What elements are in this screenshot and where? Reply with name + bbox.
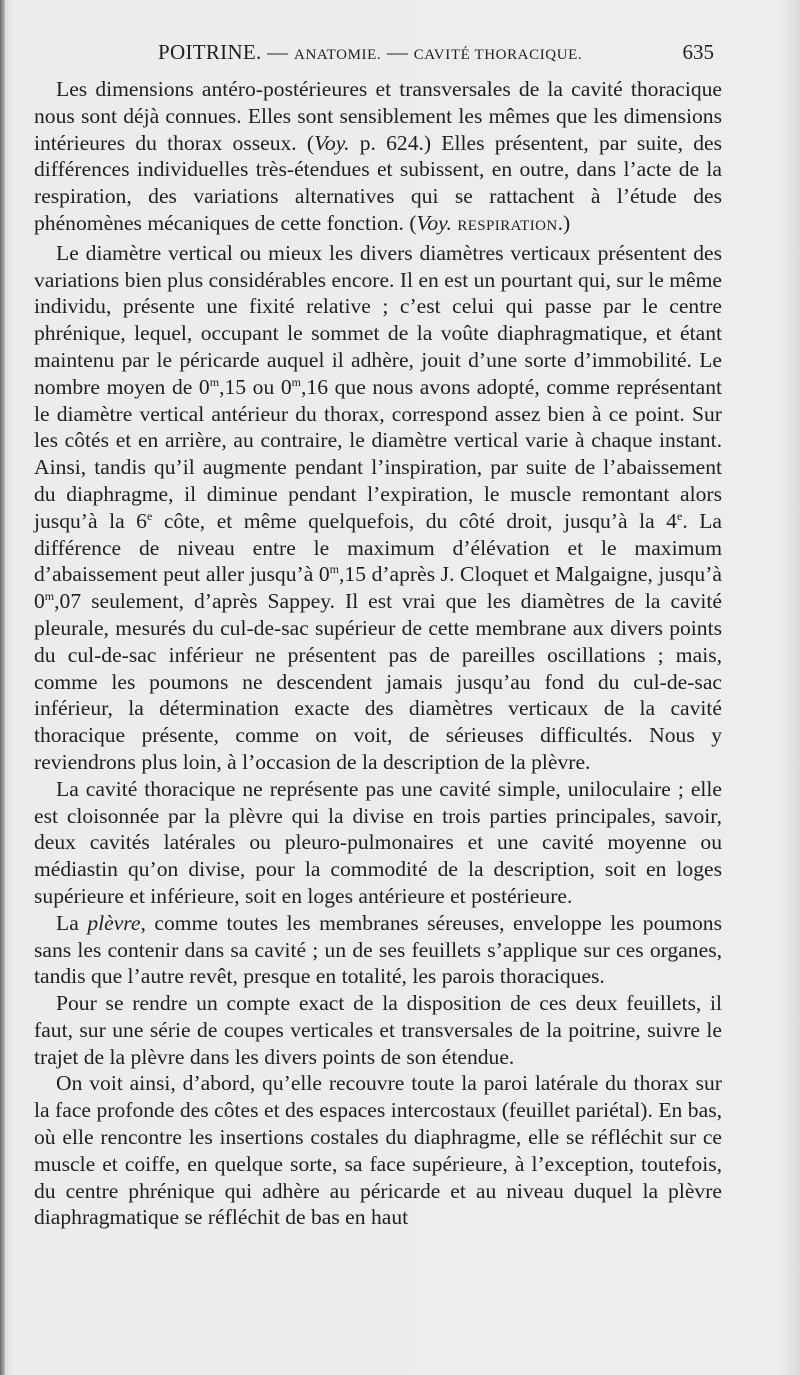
p1-respiration: RESPIRATION [457, 217, 558, 234]
p2-sup-m1: m [209, 374, 220, 389]
page-binding-edge [0, 0, 5, 1375]
page-body [34, 76, 722, 1231]
p2-sup-m2: m [291, 374, 302, 389]
p3-text: La cavité thoracique ne représente pas une cavité simple, uniloculaire ; elle est cloisonnée par la plèvre qui la divise en trois parties principales, savoir, deux cavités latérales ou pleuro-pulmonaires et une cavité moyenne ou médiastin qu’on divise, pour la commodité de la description, soit en loges supérieure et inférieure, soit en loges antérieure et postérieure. [34, 776, 722, 908]
p1-voy-1: Voy. [314, 130, 350, 155]
header-title-anatomie: ANATOMIE. [294, 47, 382, 63]
p2-text-c: ,16 que nous avons adopté, comme représentant le diamètre vertical antérieur du thorax, correspond assez bien à ce point. Sur les côtés et en arrière, au contraire, le diamètre vertical varie à chaque instant. Ainsi, tandis qu’il augmente pendant l’inspiration, par suite de l’abaissement du diaphragme, il diminue pendant l’expiration, le muscle remontant alors jusqu’à la 6 [34, 374, 723, 533]
header-dash-2: — [386, 40, 409, 64]
p1-text-b: p. 624.) Elles présentent, par suite, des différences individuelles très-étendues et subissent, en outre, dans l’acte de la respiration, des variations alternatives qui se rattachent à l’étude des phénomènes mécaniques de cette fonction. ( [34, 130, 722, 235]
p4-text: , comme toutes les membranes séreuses, enveloppe les poumons sans les contenir dans sa cavité ; un de ses feuillets s’applique sur ces organes, tandis que l’autre revêt, presque en totalité, les parois thoraciques. [34, 910, 722, 989]
p2-text-g: ,07 seulement, d’après Sappey. Il est vrai que les diamètres de la cavité pleurale, mesurés du cul-de-sac supérieur de cette membrane aux divers points du cul-de-sac inférieur ne présentent pas de pareilles oscillations ; mais, comme les poumons ne descendent jamais jusqu’au fond du cul-de-sac inférieur, la détermination exacte des diamètres verticaux de la cavité thoracique présente, comme on voit, de sérieuses difficultés. Nous y reviendrons plus loin, à l’occasion de la description de la plèvre. [34, 589, 722, 774]
p4-lead: La [56, 910, 88, 935]
p2-text-f: ,15 d’après J. Cloquet et Malgaigne, jusqu’à 0 [34, 562, 722, 614]
paragraph-1 [34, 76, 722, 240]
paragraph-4 [34, 910, 722, 990]
running-header [0, 40, 800, 76]
p1-end: .) [557, 210, 571, 235]
paragraph-5 [34, 990, 722, 1070]
header-title-cavite: CAVITÉ THORACIQUE. [413, 47, 583, 63]
p2-text-d: côte, et même quelquefois, du côté droit, jusqu’à la 4 [152, 508, 677, 533]
p5-text: Pour se rendre un compte exact de la disposition de ces deux feuillets, il faut, sur une série de coupes verticales et transversales de la poitrine, suivre le trajet de la plèvre dans les divers points de son étendue. [34, 991, 722, 1069]
p1-voy-2: Voy. [416, 210, 452, 235]
p2-sup-e1: e [146, 508, 153, 523]
p2-text-b: ,15 ou 0 [219, 374, 292, 399]
p2-sup-m4: m [44, 588, 55, 603]
p2-text-a: Le diamètre vertical ou mieux les divers diamètres verticaux présentent des variations bien plus considérables encore. Il en est un pourtant qui, sur le même individu, présente une fixité relative ; c’est celui qui passe par le centre phrénique, lequel, occupant le sommet de la voûte diaphragmatique, et étant maintenu par le péricarde auquel il adhère, jouit d’une sorte d’immobilité. Le nombre moyen de 0 [34, 240, 722, 399]
p4-plevre: plèvre [87, 910, 141, 935]
running-title [158, 40, 582, 65]
p2-text-e: . La différence de niveau entre le maximum d’élévation et le maximum d’abaissement peut aller jusqu’à 0 [34, 508, 722, 587]
page-number: 635 [682, 40, 714, 64]
p6-text: On voit ainsi, d’abord, qu’elle recouvre toute la paroi latérale du thorax sur la face profonde des côtes et des espaces intercostaux (feuillet pariétal). En bas, où elle rencontre les insertions costales du diaphragme, elle se réfléchit sur ce muscle et coiffe, en quelque sorte, sa face supérieure, à l’exception, toutefois, du centre phrénique qui adhère au péricarde et au niveau duquel la plèvre diaphragmatique se réfléchit de bas en haut [34, 1071, 722, 1230]
paragraph-2 [34, 240, 722, 776]
paragraph-3 [34, 776, 722, 910]
p1-text-a: Les dimensions antéro-postérieures et transversales de la cavité thoracique nous sont déjà connues. Elles sont sensiblement les mêmes que les dimensions intérieures du thorax osseux. ( [34, 77, 722, 155]
paragraph-6 [34, 1070, 722, 1231]
p2-sup-m3: m [329, 562, 340, 577]
header-dash-1: — [267, 40, 289, 64]
header-title-main: POITRINE. [158, 40, 262, 64]
p2-sup-e2: e [676, 508, 683, 523]
